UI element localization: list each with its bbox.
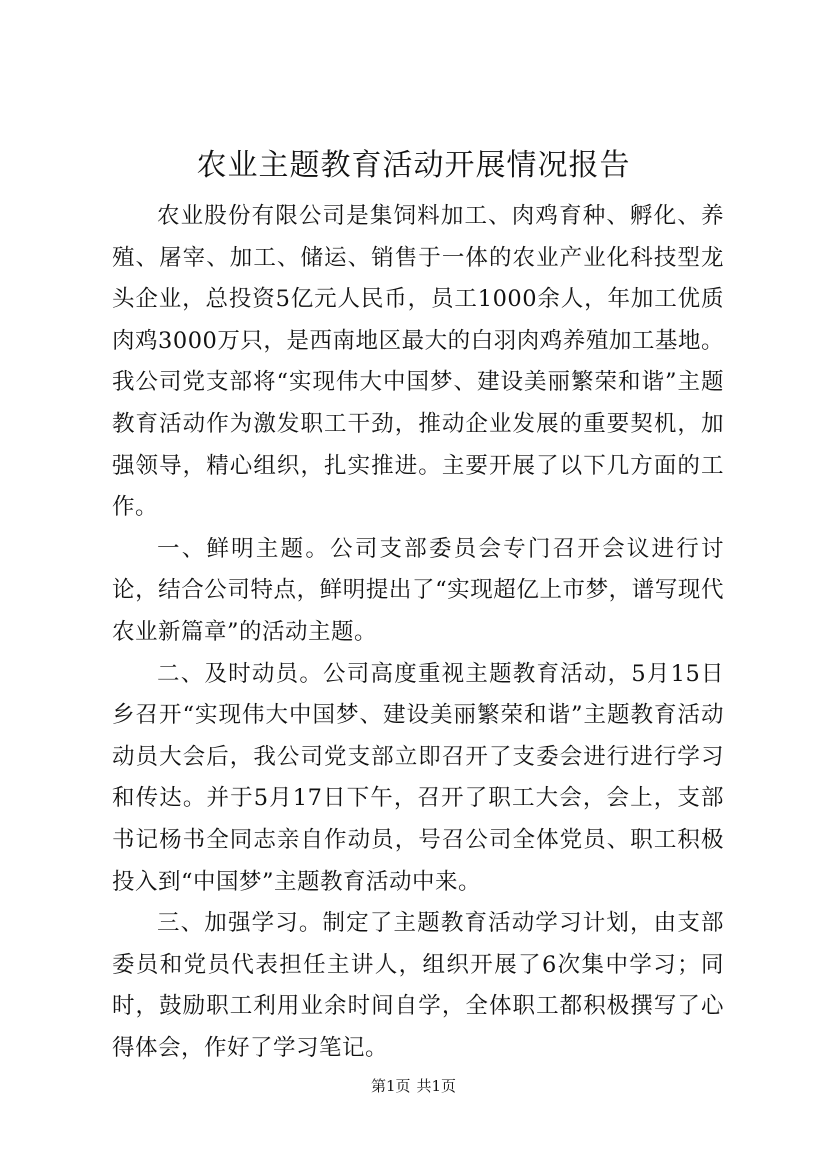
document-body	[112, 196, 724, 1069]
document-title: 农业主题教育活动开展情况报告	[196, 148, 631, 183]
paragraph-section-3: 三、加强学习。制定了主题教育活动学习计划，由支部委员和党员代表担任主讲人，组织开展了6次集中学习；同时，鼓励职工利用业余时间自学，全体职工都积极撰写了心得体会，作好了学习笔记。	[112, 910, 724, 1061]
paragraph-section-2: 二、及时动员。公司高度重视主题教育活动，5月15日乡召开“实现伟大中国梦、建设美丽繁荣和谐”主题教育活动动员大会后，我公司党支部立即召开了支委会进行进行学习和传达。并于5月17日下午，召开了职工大会，会上，支部书记杨书全同志亲自作动员，号召公司全体党员、职工积极投入到“中国梦”主题教育活动中来。	[112, 660, 724, 895]
page-number: 第1页	[370, 1077, 411, 1095]
paragraph-section-1: 一、鲜明主题。公司支部委员会专门召开会议进行讨论，结合公司特点，鲜明提出了“实现超亿上市梦，谱写现代农业新篇章”的活动主题。	[112, 535, 724, 645]
page-total: 共1页	[416, 1077, 457, 1095]
paragraph-intro: 农业股份有限公司是集饲料加工、肉鸡育种、孵化、养殖、屠宰、加工、储运、销售于一体的农业产业化科技型龙头企业，总投资5亿元人民币，员工1000余人，年加工优质肉鸡3000万只，是西南地区最大的白羽肉鸡养殖加工基地。我公司党支部将“实现伟大中国梦、建设美丽繁荣和谐”主题教育活动作为激发职工干劲，推动企业发展的重要契机，加强领导，精心组织，扎实推进。主要开展了以下几方面的工作。	[112, 203, 724, 521]
page-footer	[0, 1076, 827, 1096]
